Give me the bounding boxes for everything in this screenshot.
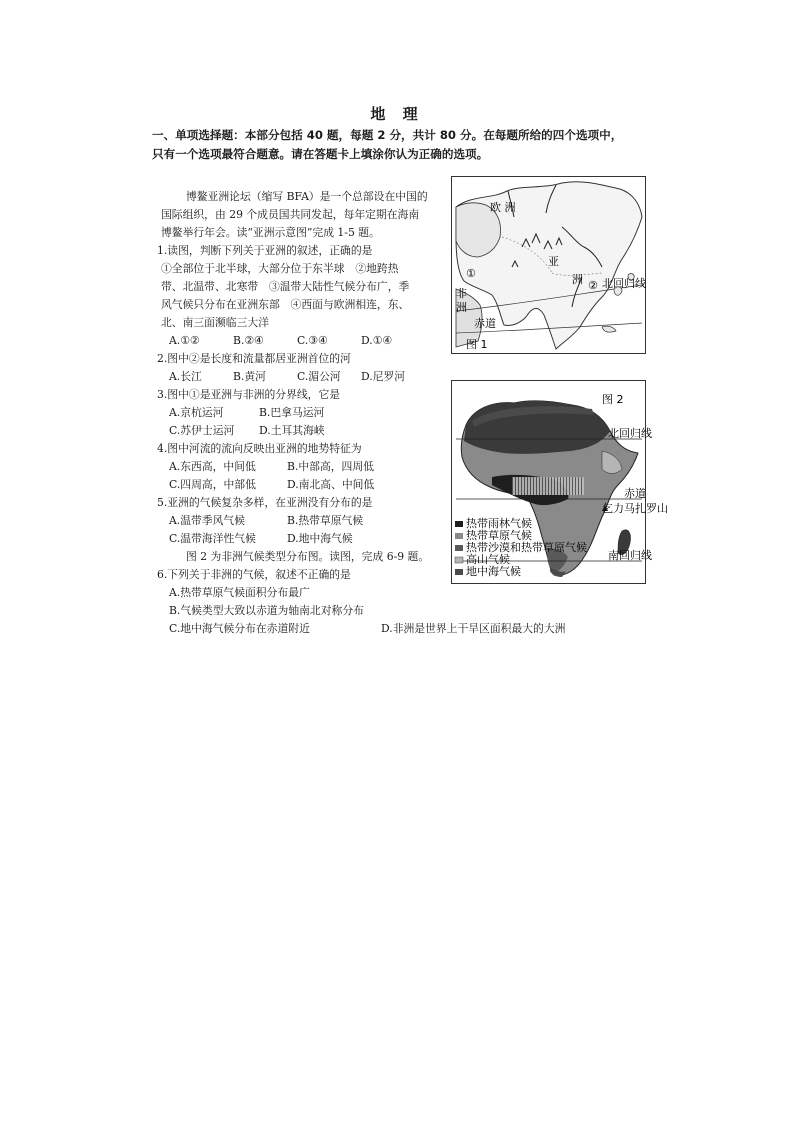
q4-option-d[interactable]: D.南北高、中间低 [287, 478, 375, 491]
africa-map-drawing [452, 381, 668, 583]
q1-stem: 1.读图，判断下列关于亚洲的叙述，正确的是 [157, 244, 373, 257]
q1-option-c[interactable]: C.③④ [297, 334, 328, 347]
q3-option-a[interactable]: A.京杭运河 [169, 406, 224, 419]
q3-stem: 3.图中①是亚洲与非洲的分界线，它是 [157, 388, 341, 401]
q3-options-row-1 [169, 404, 324, 421]
label-equator: 赤道 [624, 487, 646, 500]
legend-label-rainforest: 热带雨林气候 [466, 517, 532, 530]
q4-option-c[interactable]: C.四周高，中部低 [169, 478, 256, 491]
label-ya: 亚 [548, 255, 559, 268]
q2-option-c[interactable]: C.湄公河 [297, 370, 341, 383]
label-zhou-2: 洲 [456, 301, 467, 314]
label-kilimanjaro: 乞力马扎罗山 [602, 502, 668, 515]
q2-stem: 2.图中②是长度和流量都居亚洲首位的河 [157, 352, 351, 365]
q2-option-b[interactable]: B.黄河 [233, 370, 266, 383]
figure-2-label: 图 2 [602, 393, 624, 406]
q1-options [169, 332, 392, 349]
q4-stem: 4.图中河流的流向反映出亚洲的地势特征为 [157, 442, 362, 455]
q6-option-c[interactable]: C.地中海气候分布在赤道附近 [169, 622, 310, 635]
label-tropic: 北回归线 [602, 277, 646, 290]
figure-1-label: 图 1 [466, 338, 488, 351]
section-heading-line-2: 只有一个选项最符合题意。请在答题卡上填涂你认为正确的选项。 [152, 147, 489, 161]
q1-statement-4: 北、南三面濒临三大洋 [161, 316, 269, 329]
legend-swatch-mediterranean [455, 569, 463, 575]
label-zhou: 洲 [572, 273, 583, 286]
legend-label-savanna: 热带草原气候 [466, 529, 532, 542]
asia-map-drawing [452, 177, 645, 353]
q1-option-b[interactable]: B.②④ [233, 334, 264, 347]
label-tropic-north: 北回归线 [608, 427, 652, 440]
legend-label-mediterranean: 地中海气候 [466, 565, 521, 578]
legend-swatch-rainforest [455, 521, 463, 527]
q5-options-row-2 [169, 530, 353, 547]
q3-options-row-2 [169, 422, 325, 439]
q5-option-b[interactable]: B.热带草原气候 [287, 514, 364, 527]
q1-statement-3: 风气候只分布在亚洲东部 ④西面与欧洲相连，东、 [161, 298, 410, 311]
q6-option-a[interactable]: A.热带草原气候面积分布最广 [169, 586, 310, 599]
q4-option-a[interactable]: A.东西高，中间低 [169, 460, 256, 473]
q6-stem: 6.下列关于非洲的气候，叙述不正确的是 [157, 568, 351, 581]
label-equator: 赤道 [474, 317, 496, 330]
q4-options-row-2 [169, 476, 374, 493]
figure-1-asia-map [451, 176, 646, 354]
q3-option-b[interactable]: B.巴拿马运河 [259, 406, 325, 419]
q4-option-b[interactable]: B.中部高，四周低 [287, 460, 374, 473]
section-heading-line-1: 一、单项选择题：本部分包括 40 题，每题 2 分，共计 80 分。在每题所给的四个选项中， [152, 128, 623, 142]
q6-option-d[interactable]: D.非洲是世界上干旱区面积最大的大洲 [381, 622, 566, 635]
q5-option-a[interactable]: A.温带季风气候 [169, 514, 246, 527]
intro-2: 图 2 为非洲气候类型分布图。读图，完成 6-9 题。 [186, 550, 430, 563]
intro-line-2: 国际组织，由 29 个成员国共同发起，每年定期在海南 [161, 208, 420, 221]
marker-1: ① [466, 267, 476, 280]
q2-option-d[interactable]: D.尼罗河 [361, 370, 406, 383]
hatched-band [512, 477, 584, 495]
label-fei: 非 [456, 287, 467, 300]
figure-2-africa-climate-map [451, 380, 668, 584]
q3-option-c[interactable]: C.苏伊士运河 [169, 424, 235, 437]
intro-line-1: 博鳌亚洲论坛（缩写 BFA）是一个总部设在中国的 [186, 190, 428, 203]
q5-options-row-1 [169, 512, 363, 529]
q6-options-row-cd [169, 620, 565, 637]
intro-line-3: 博鳌举行年会。读“亚洲示意图”完成 1-5 题。 [161, 226, 380, 239]
q4-options-row-1 [169, 458, 374, 475]
legend-label-desert: 热带沙漠和热带草原气候 [466, 541, 587, 554]
q1-option-d[interactable]: D.①④ [361, 334, 393, 347]
legend-label-highland: 高山气候 [466, 553, 510, 566]
q2-option-a[interactable]: A.长江 [169, 370, 202, 383]
legend-swatch-savanna [455, 533, 463, 539]
q1-statement-1: ①全部位于北半球，大部分位于东半球 ②地跨热 [161, 262, 399, 275]
q5-stem: 5.亚洲的气候复杂多样，在亚洲没有分布的是 [157, 496, 373, 509]
q5-option-c[interactable]: C.温带海洋性气候 [169, 532, 256, 545]
q1-option-a[interactable]: A.①② [169, 334, 200, 347]
q5-option-d[interactable]: D.地中海气候 [287, 532, 353, 545]
q2-options [169, 368, 405, 385]
label-tropic-south: 南回归线 [608, 549, 652, 562]
q1-statement-2: 带、北温带、北寒带 ③温带大陆性气候分布广，季 [161, 280, 410, 293]
label-europe: 欧 洲 [490, 201, 516, 214]
legend-swatch-highland [455, 557, 463, 563]
q6-option-b[interactable]: B.气候类型大致以赤道为轴南北对称分布 [169, 604, 364, 617]
page-title: 地 理 [370, 105, 424, 123]
marker-2: ② [588, 279, 598, 292]
legend-swatch-desert [455, 545, 463, 551]
q3-option-d[interactable]: D.土耳其海峡 [259, 424, 325, 437]
